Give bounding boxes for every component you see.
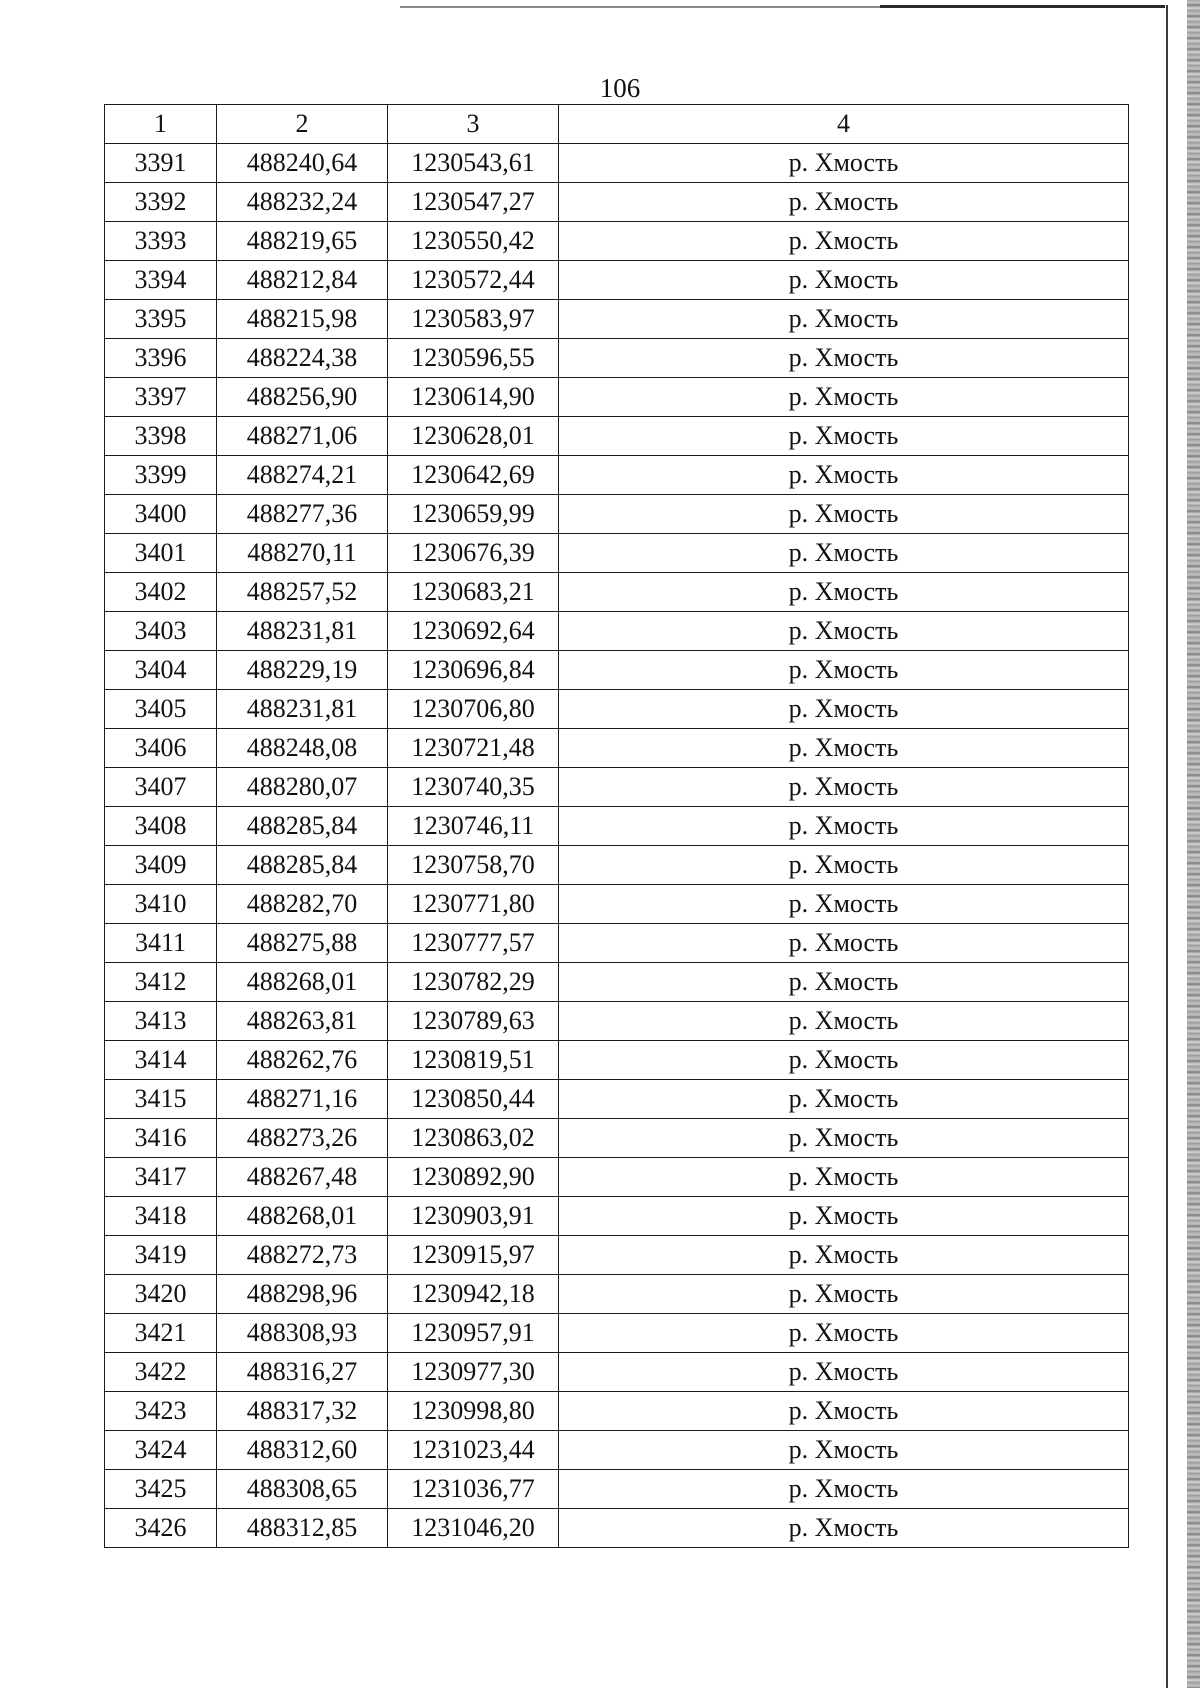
y-coordinate-cell: 1230903,91 xyxy=(388,1197,559,1236)
description-cell: р. Хмость xyxy=(559,300,1129,339)
description-cell: р. Хмость xyxy=(559,456,1129,495)
description-cell: р. Хмость xyxy=(559,222,1129,261)
table-body xyxy=(105,144,1129,1548)
point-number-cell: 3392 xyxy=(105,183,217,222)
description-cell: р. Хмость xyxy=(559,885,1129,924)
y-coordinate-cell: 1230915,97 xyxy=(388,1236,559,1275)
table-row xyxy=(105,924,1129,963)
y-coordinate-cell: 1230583,97 xyxy=(388,300,559,339)
x-coordinate-cell: 488308,65 xyxy=(217,1470,388,1509)
y-coordinate-cell: 1230957,91 xyxy=(388,1314,559,1353)
table-row xyxy=(105,1275,1129,1314)
y-coordinate-cell: 1230977,30 xyxy=(388,1353,559,1392)
y-coordinate-cell: 1230721,48 xyxy=(388,729,559,768)
description-cell: р. Хмость xyxy=(559,924,1129,963)
description-cell: р. Хмость xyxy=(559,1509,1129,1548)
description-cell: р. Хмость xyxy=(559,1236,1129,1275)
y-coordinate-cell: 1230550,42 xyxy=(388,222,559,261)
table-row xyxy=(105,963,1129,1002)
table-row xyxy=(105,690,1129,729)
x-coordinate-cell: 488312,85 xyxy=(217,1509,388,1548)
x-coordinate-cell: 488231,81 xyxy=(217,690,388,729)
table-row xyxy=(105,1236,1129,1275)
page-number: 106 xyxy=(599,73,641,103)
description-cell: р. Хмость xyxy=(559,417,1129,456)
table-row xyxy=(105,417,1129,456)
point-number-cell: 3391 xyxy=(105,144,217,183)
x-coordinate-cell: 488271,06 xyxy=(217,417,388,456)
point-number-cell: 3419 xyxy=(105,1236,217,1275)
point-number-cell: 3397 xyxy=(105,378,217,417)
y-coordinate-cell: 1230758,70 xyxy=(388,846,559,885)
y-coordinate-cell: 1230850,44 xyxy=(388,1080,559,1119)
x-coordinate-cell: 488270,11 xyxy=(217,534,388,573)
y-coordinate-cell: 1230696,84 xyxy=(388,651,559,690)
x-coordinate-cell: 488268,01 xyxy=(217,1197,388,1236)
point-number-cell: 3407 xyxy=(105,768,217,807)
point-number-cell: 3413 xyxy=(105,1002,217,1041)
description-cell: р. Хмость xyxy=(559,1275,1129,1314)
x-coordinate-cell: 488240,64 xyxy=(217,144,388,183)
description-cell: р. Хмость xyxy=(559,534,1129,573)
x-coordinate-cell: 488274,21 xyxy=(217,456,388,495)
description-cell: р. Хмость xyxy=(559,1353,1129,1392)
table-row xyxy=(105,378,1129,417)
point-number-cell: 3406 xyxy=(105,729,217,768)
column-header: 4 xyxy=(559,105,1129,144)
table-row xyxy=(105,807,1129,846)
description-cell: р. Хмость xyxy=(559,183,1129,222)
point-number-cell: 3414 xyxy=(105,1041,217,1080)
description-cell: р. Хмость xyxy=(559,690,1129,729)
description-cell: р. Хмость xyxy=(559,612,1129,651)
point-number-cell: 3403 xyxy=(105,612,217,651)
x-coordinate-cell: 488232,24 xyxy=(217,183,388,222)
x-coordinate-cell: 488215,98 xyxy=(217,300,388,339)
description-cell: р. Хмость xyxy=(559,729,1129,768)
table-row xyxy=(105,183,1129,222)
table-row xyxy=(105,1197,1129,1236)
table-row xyxy=(105,300,1129,339)
x-coordinate-cell: 488219,65 xyxy=(217,222,388,261)
table-row xyxy=(105,1080,1129,1119)
table-row xyxy=(105,612,1129,651)
point-number-cell: 3398 xyxy=(105,417,217,456)
point-number-cell: 3420 xyxy=(105,1275,217,1314)
table-row xyxy=(105,495,1129,534)
y-coordinate-cell: 1230543,61 xyxy=(388,144,559,183)
description-cell: р. Хмость xyxy=(559,1392,1129,1431)
y-coordinate-cell: 1230676,39 xyxy=(388,534,559,573)
description-cell: р. Хмость xyxy=(559,846,1129,885)
x-coordinate-cell: 488298,96 xyxy=(217,1275,388,1314)
table-row xyxy=(105,1002,1129,1041)
description-cell: р. Хмость xyxy=(559,651,1129,690)
table-header-row xyxy=(105,105,1129,144)
point-number-cell: 3400 xyxy=(105,495,217,534)
x-coordinate-cell: 488256,90 xyxy=(217,378,388,417)
table-row xyxy=(105,885,1129,924)
table-row xyxy=(105,1509,1129,1548)
point-number-cell: 3405 xyxy=(105,690,217,729)
description-cell: р. Хмость xyxy=(559,378,1129,417)
x-coordinate-cell: 488212,84 xyxy=(217,261,388,300)
y-coordinate-cell: 1230892,90 xyxy=(388,1158,559,1197)
description-cell: р. Хмость xyxy=(559,1197,1129,1236)
table-row xyxy=(105,846,1129,885)
description-cell: р. Хмость xyxy=(559,1470,1129,1509)
point-number-cell: 3416 xyxy=(105,1119,217,1158)
x-coordinate-cell: 488231,81 xyxy=(217,612,388,651)
y-coordinate-cell: 1230614,90 xyxy=(388,378,559,417)
point-number-cell: 3396 xyxy=(105,339,217,378)
y-coordinate-cell: 1230746,11 xyxy=(388,807,559,846)
description-cell: р. Хмость xyxy=(559,1158,1129,1197)
table-row xyxy=(105,144,1129,183)
y-coordinate-cell: 1230642,69 xyxy=(388,456,559,495)
y-coordinate-cell: 1230683,21 xyxy=(388,573,559,612)
description-cell: р. Хмость xyxy=(559,963,1129,1002)
table-row xyxy=(105,1431,1129,1470)
description-cell: р. Хмость xyxy=(559,573,1129,612)
y-coordinate-cell: 1230628,01 xyxy=(388,417,559,456)
x-coordinate-cell: 488268,01 xyxy=(217,963,388,1002)
y-coordinate-cell: 1230547,27 xyxy=(388,183,559,222)
scan-border-top-dark xyxy=(880,5,1165,8)
point-number-cell: 3402 xyxy=(105,573,217,612)
y-coordinate-cell: 1231036,77 xyxy=(388,1470,559,1509)
y-coordinate-cell: 1230572,44 xyxy=(388,261,559,300)
description-cell: р. Хмость xyxy=(559,1119,1129,1158)
point-number-cell: 3412 xyxy=(105,963,217,1002)
description-cell: р. Хмость xyxy=(559,807,1129,846)
description-cell: р. Хмость xyxy=(559,1002,1129,1041)
y-coordinate-cell: 1230863,02 xyxy=(388,1119,559,1158)
point-number-cell: 3399 xyxy=(105,456,217,495)
point-number-cell: 3422 xyxy=(105,1353,217,1392)
y-coordinate-cell: 1230782,29 xyxy=(388,963,559,1002)
y-coordinate-cell: 1230777,57 xyxy=(388,924,559,963)
point-number-cell: 3424 xyxy=(105,1431,217,1470)
table-row xyxy=(105,1353,1129,1392)
description-cell: р. Хмость xyxy=(559,339,1129,378)
y-coordinate-cell: 1230706,80 xyxy=(388,690,559,729)
x-coordinate-cell: 488248,08 xyxy=(217,729,388,768)
column-header: 1 xyxy=(105,105,217,144)
point-number-cell: 3417 xyxy=(105,1158,217,1197)
y-coordinate-cell: 1230819,51 xyxy=(388,1041,559,1080)
table-row xyxy=(105,339,1129,378)
x-coordinate-cell: 488257,52 xyxy=(217,573,388,612)
y-coordinate-cell: 1230692,64 xyxy=(388,612,559,651)
point-number-cell: 3425 xyxy=(105,1470,217,1509)
point-number-cell: 3418 xyxy=(105,1197,217,1236)
point-number-cell: 3408 xyxy=(105,807,217,846)
x-coordinate-cell: 488285,84 xyxy=(217,846,388,885)
point-number-cell: 3395 xyxy=(105,300,217,339)
point-number-cell: 3411 xyxy=(105,924,217,963)
x-coordinate-cell: 488317,32 xyxy=(217,1392,388,1431)
y-coordinate-cell: 1231023,44 xyxy=(388,1431,559,1470)
point-number-cell: 3401 xyxy=(105,534,217,573)
column-header: 3 xyxy=(388,105,559,144)
description-cell: р. Хмость xyxy=(559,144,1129,183)
point-number-cell: 3415 xyxy=(105,1080,217,1119)
x-coordinate-cell: 488271,16 xyxy=(217,1080,388,1119)
table-row xyxy=(105,1041,1129,1080)
table-row xyxy=(105,261,1129,300)
table-row xyxy=(105,1158,1129,1197)
column-header: 2 xyxy=(217,105,388,144)
x-coordinate-cell: 488273,26 xyxy=(217,1119,388,1158)
point-number-cell: 3404 xyxy=(105,651,217,690)
y-coordinate-cell: 1230740,35 xyxy=(388,768,559,807)
scan-page-edge xyxy=(1187,0,1200,1688)
table-row xyxy=(105,768,1129,807)
y-coordinate-cell: 1230659,99 xyxy=(388,495,559,534)
point-number-cell: 3394 xyxy=(105,261,217,300)
x-coordinate-cell: 488280,07 xyxy=(217,768,388,807)
x-coordinate-cell: 488229,19 xyxy=(217,651,388,690)
point-number-cell: 3426 xyxy=(105,1509,217,1548)
table-row xyxy=(105,729,1129,768)
y-coordinate-cell: 1231046,20 xyxy=(388,1509,559,1548)
table-row xyxy=(105,222,1129,261)
x-coordinate-cell: 488267,48 xyxy=(217,1158,388,1197)
point-number-cell: 3421 xyxy=(105,1314,217,1353)
y-coordinate-cell: 1230596,55 xyxy=(388,339,559,378)
y-coordinate-cell: 1230998,80 xyxy=(388,1392,559,1431)
y-coordinate-cell: 1230942,18 xyxy=(388,1275,559,1314)
point-number-cell: 3409 xyxy=(105,846,217,885)
description-cell: р. Хмость xyxy=(559,1041,1129,1080)
description-cell: р. Хмость xyxy=(559,1431,1129,1470)
coordinates-table xyxy=(104,104,1129,1548)
x-coordinate-cell: 488312,60 xyxy=(217,1431,388,1470)
x-coordinate-cell: 488263,81 xyxy=(217,1002,388,1041)
table-row xyxy=(105,1314,1129,1353)
table-row xyxy=(105,1392,1129,1431)
table-row xyxy=(105,534,1129,573)
description-cell: р. Хмость xyxy=(559,768,1129,807)
table-row xyxy=(105,456,1129,495)
x-coordinate-cell: 488277,36 xyxy=(217,495,388,534)
x-coordinate-cell: 488272,73 xyxy=(217,1236,388,1275)
table-row xyxy=(105,1119,1129,1158)
x-coordinate-cell: 488224,38 xyxy=(217,339,388,378)
point-number-cell: 3423 xyxy=(105,1392,217,1431)
x-coordinate-cell: 488282,70 xyxy=(217,885,388,924)
scan-border-right xyxy=(1166,5,1168,1688)
point-number-cell: 3410 xyxy=(105,885,217,924)
x-coordinate-cell: 488285,84 xyxy=(217,807,388,846)
description-cell: р. Хмость xyxy=(559,495,1129,534)
table-row xyxy=(105,651,1129,690)
x-coordinate-cell: 488308,93 xyxy=(217,1314,388,1353)
table-row xyxy=(105,1470,1129,1509)
y-coordinate-cell: 1230771,80 xyxy=(388,885,559,924)
y-coordinate-cell: 1230789,63 xyxy=(388,1002,559,1041)
description-cell: р. Хмость xyxy=(559,1314,1129,1353)
x-coordinate-cell: 488316,27 xyxy=(217,1353,388,1392)
point-number-cell: 3393 xyxy=(105,222,217,261)
description-cell: р. Хмость xyxy=(559,261,1129,300)
description-cell: р. Хмость xyxy=(559,1080,1129,1119)
table-row xyxy=(105,573,1129,612)
x-coordinate-cell: 488262,76 xyxy=(217,1041,388,1080)
x-coordinate-cell: 488275,88 xyxy=(217,924,388,963)
